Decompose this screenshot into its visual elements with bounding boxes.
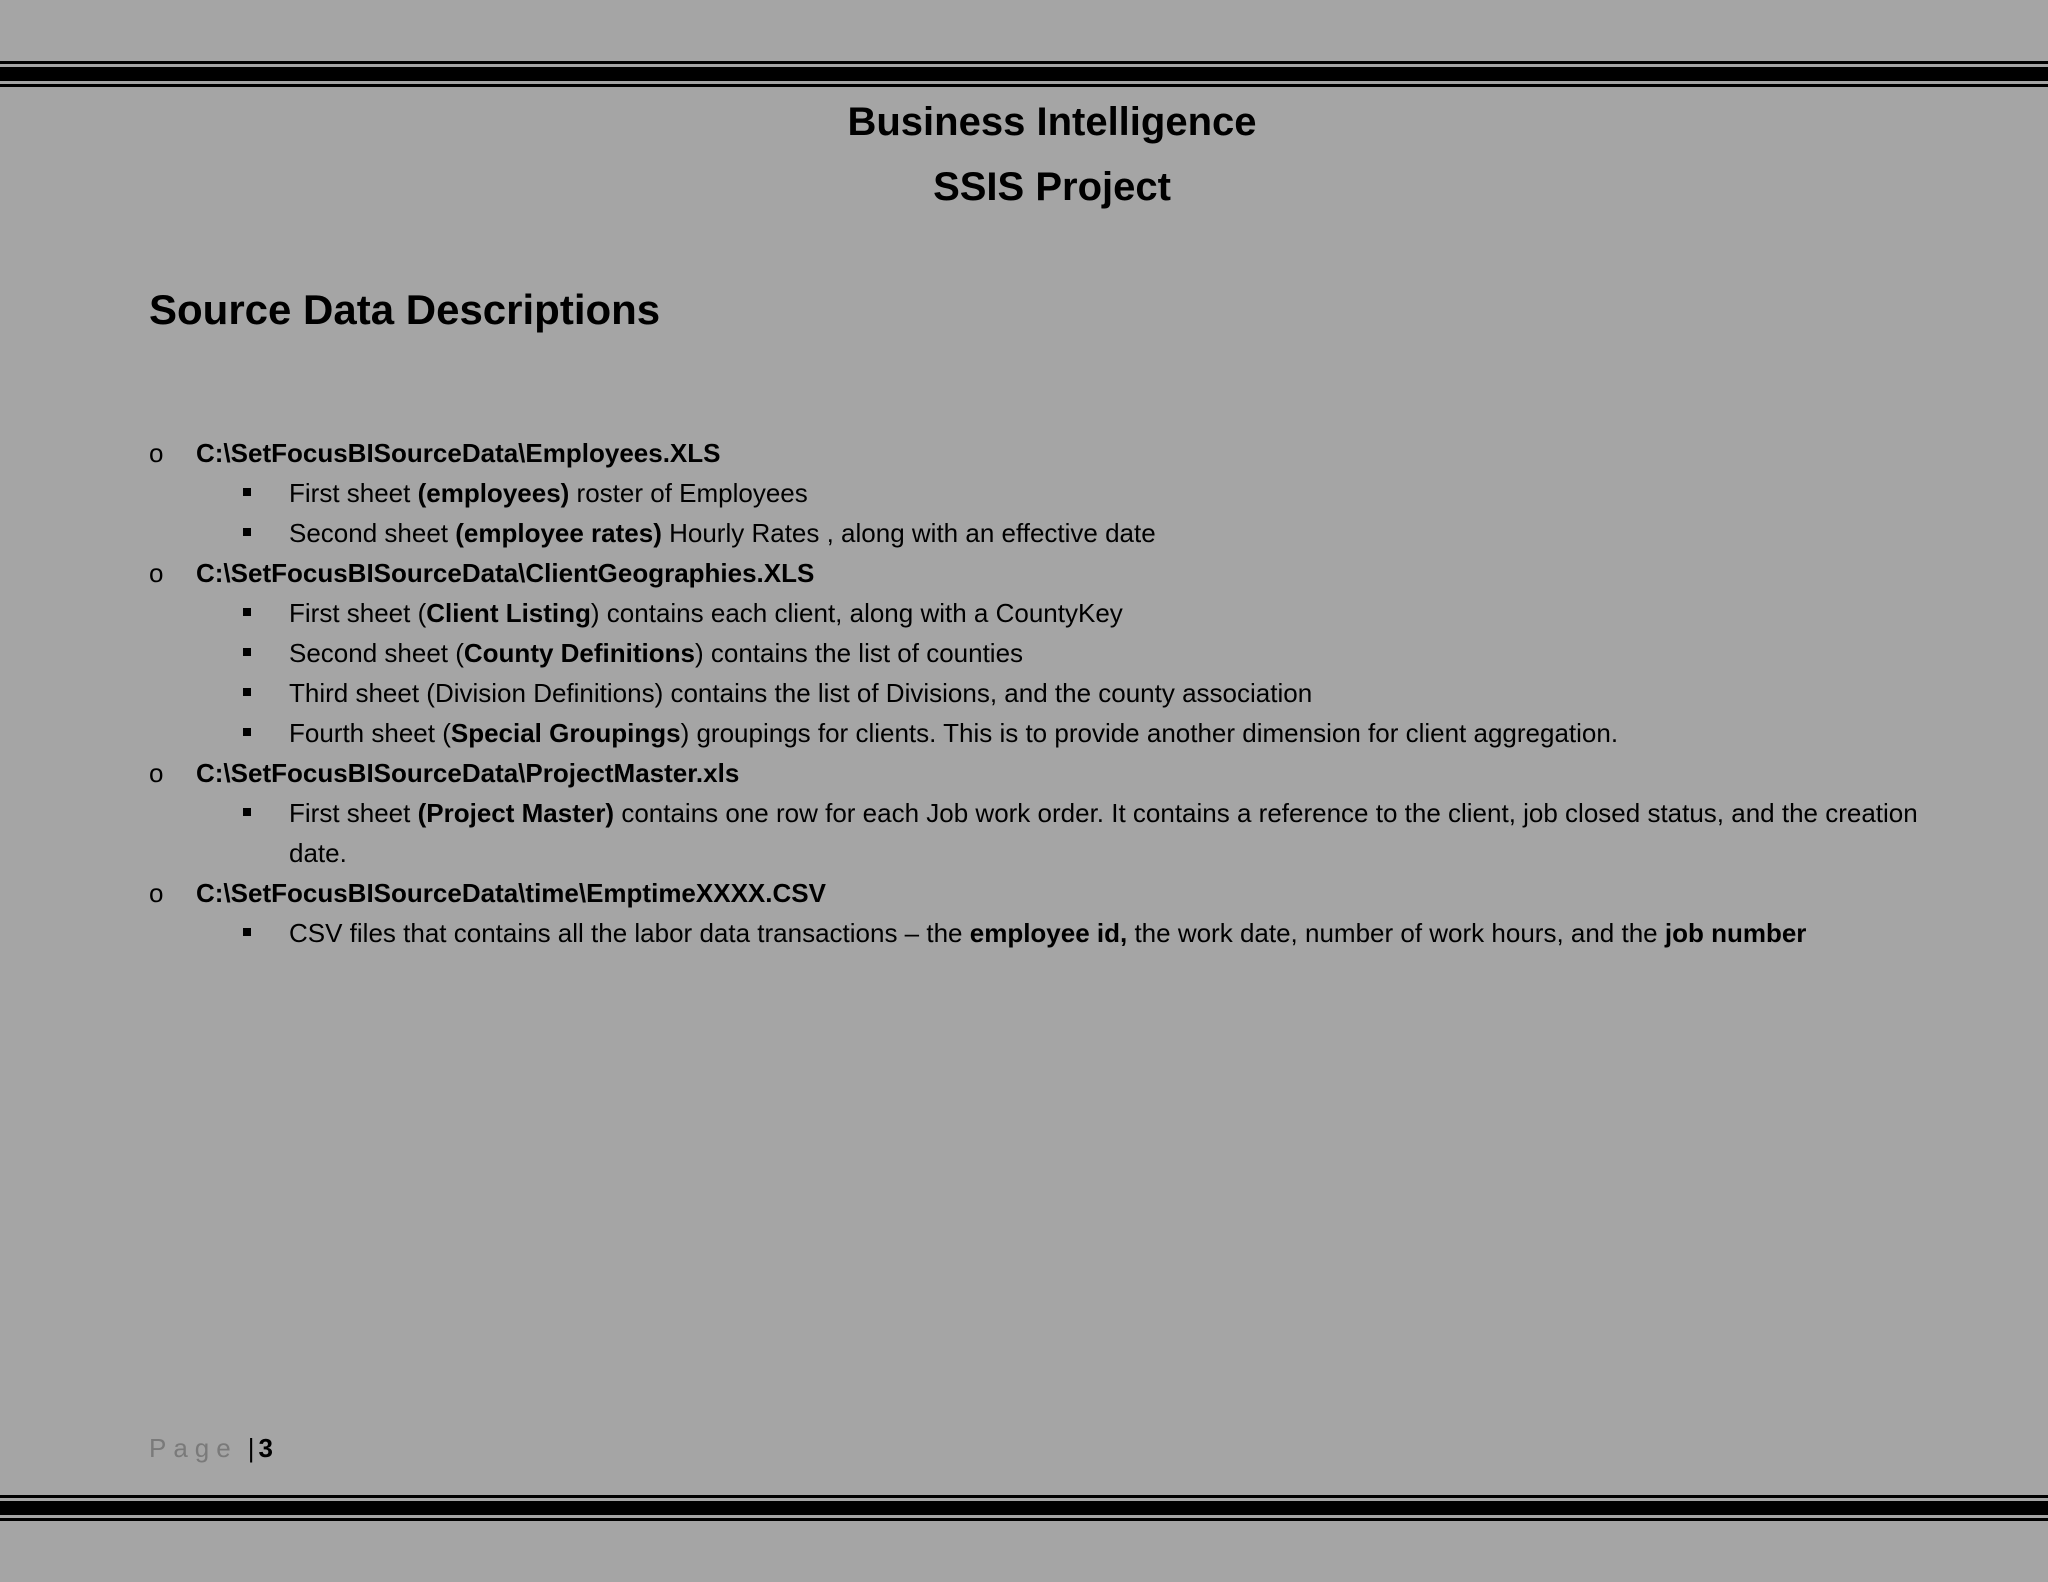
square-bullet-icon: [243, 528, 251, 536]
sheet-name: Client Listing: [426, 598, 591, 628]
circle-bullet-icon: o: [149, 438, 164, 468]
sheet-text: Fourth sheet (: [289, 718, 451, 748]
square-bullet-icon: [243, 608, 251, 616]
sheet-item: [149, 913, 1949, 953]
square-bullet-icon: [243, 688, 251, 696]
sheet-item: [149, 673, 1949, 713]
sheet-item: [149, 793, 1949, 873]
sheet-text: Hourly Rates , along with an effective date: [661, 518, 1156, 548]
sheet-text: Second sheet: [289, 518, 456, 548]
square-bullet-icon: [243, 928, 251, 936]
sheet-text: the work date, number of work hours, and the: [1127, 918, 1665, 948]
file-path: C:\SetFocusBISourceData\time\EmptimeXXXX.CSV: [196, 878, 826, 908]
square-bullet-icon: [243, 728, 251, 736]
source-file-list: [149, 433, 1949, 953]
sheet-text: ) groupings for clients. This is to provide another dimension for client aggregation.: [680, 718, 1619, 748]
square-bullet-icon: [243, 488, 251, 496]
circle-bullet-icon: o: [149, 558, 164, 588]
document-subtitle: SSIS Project: [933, 165, 1171, 209]
sheet-name: (employees): [417, 478, 570, 508]
sheet-name: job number: [1664, 918, 1807, 948]
sheet-name: Special Groupings: [450, 718, 681, 748]
page-separator: |: [247, 1433, 255, 1463]
file-path: C:\SetFocusBISourceData\ProjectMaster.xls: [196, 758, 740, 788]
sheet-text: First sheet (: [289, 598, 427, 628]
sheet-name: (Project Master): [417, 798, 615, 828]
sheet-item: [149, 593, 1949, 633]
file-path: C:\SetFocusBISourceData\ClientGeographies.XLS: [196, 558, 815, 588]
sheet-text: Third sheet (Division Definitions) contains the list of Divisions, and the county association: [289, 678, 1313, 708]
circle-bullet-icon: o: [149, 878, 164, 908]
sheet-name: County Definitions: [463, 638, 695, 668]
section-heading: Source Data Descriptions: [149, 286, 661, 333]
file-item: [149, 753, 1949, 793]
page-label: Page: [149, 1433, 238, 1463]
sheet-text: First sheet: [289, 798, 418, 828]
sheet-name: (employee rates): [455, 518, 662, 548]
sheet-item: [149, 633, 1949, 673]
sheet-text: roster of Employees: [569, 478, 808, 508]
sheet-text: contains one row for each Job work order. It contains a reference to the client, job closed status, and the creation date.: [289, 798, 1918, 868]
square-bullet-icon: [243, 808, 251, 816]
file-path: C:\SetFocusBISourceData\Employees.XLS: [196, 438, 721, 468]
file-item: [149, 873, 1949, 913]
square-bullet-icon: [243, 648, 251, 656]
document-title: Business Intelligence: [847, 100, 1257, 144]
sheet-text: ) contains the list of counties: [694, 638, 1024, 668]
sheet-text: ) contains each client, along with a CountyKey: [590, 598, 1123, 628]
footer-rule: [0, 1495, 2048, 1521]
sheet-item: [149, 513, 1949, 553]
sheet-item: [149, 713, 1949, 753]
file-item: [149, 433, 1949, 473]
sheet-text: Second sheet (: [289, 638, 464, 668]
page-footer: [149, 1430, 273, 1466]
file-item: [149, 553, 1949, 593]
circle-bullet-icon: o: [149, 758, 164, 788]
sheet-name: employee id,: [969, 918, 1128, 948]
header-rule: [0, 61, 2048, 87]
sheet-item: [149, 473, 1949, 513]
page-number: 3: [258, 1433, 273, 1463]
sheet-text: First sheet: [289, 478, 418, 508]
sheet-text: CSV files that contains all the labor data transactions – the: [289, 918, 970, 948]
